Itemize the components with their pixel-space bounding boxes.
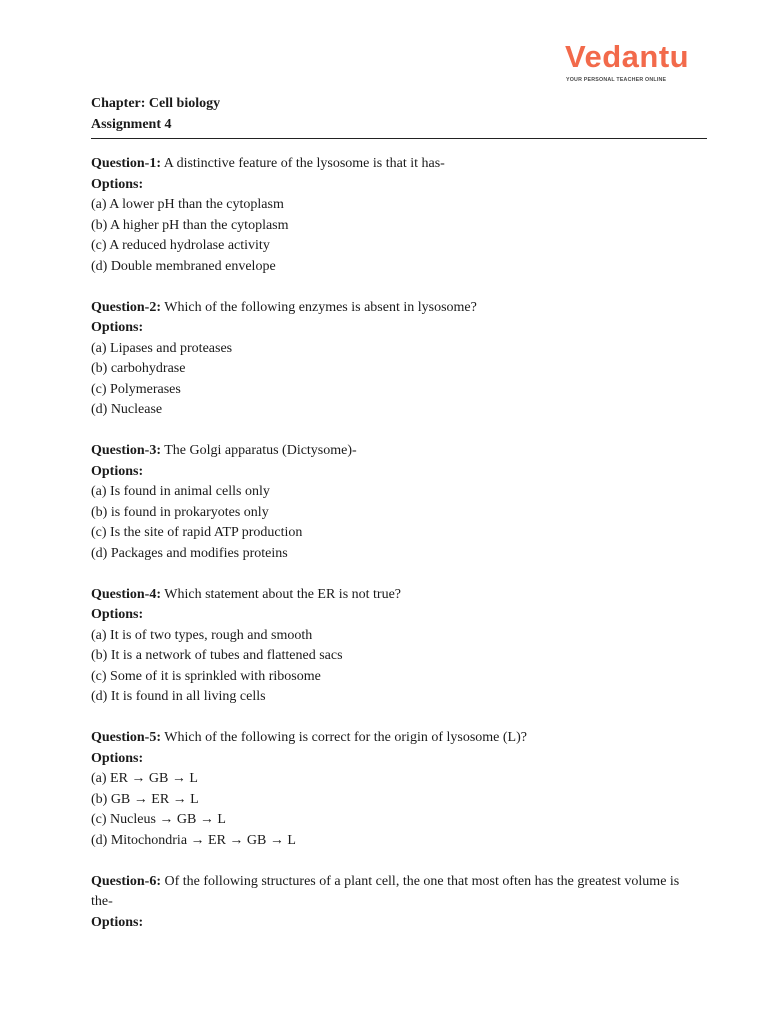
assignment-title: Assignment 4 — [91, 117, 172, 132]
options-label: Options: — [91, 607, 144, 622]
option-item: (a) ER → GB → L — [91, 771, 198, 786]
question-block — [91, 872, 691, 934]
option-item: (d) Packages and modifies proteins — [91, 545, 288, 561]
logo-tagline: YOUR PERSONAL TEACHER ONLINE — [566, 77, 667, 83]
option-item: (c) Is the site of rapid ATP production — [91, 525, 303, 540]
options-label: Options: — [91, 463, 144, 479]
option-item: (c) Some of it is sprinkled with ribosome — [91, 668, 321, 684]
option-item: (d) Nuclease — [91, 402, 163, 417]
logo-wordmark: Vedantu — [565, 39, 690, 74]
question-prompt: Which of the following is correct for the origin of lysosome (L)? — [161, 730, 527, 745]
option-item: (c) A reduced hydrolase activity — [91, 238, 270, 253]
header-divider — [91, 138, 707, 139]
question-label: Question-3: — [91, 443, 161, 458]
question-prompt: Which statement about the ER is not true? — [161, 586, 402, 602]
option-item: (b) carbohydrase — [91, 361, 186, 376]
question-block — [91, 585, 691, 708]
option-item: (b) A higher pH than the cytoplasm — [91, 217, 289, 233]
question-prompt: Which of the following enzymes is absent in lysosome? — [161, 299, 477, 315]
question-label: Question-1: — [91, 156, 161, 171]
question-label: Question-6: — [91, 873, 161, 889]
question-prompt: The Golgi apparatus (Dictysome)- — [161, 443, 357, 458]
question-block — [91, 154, 691, 277]
option-item: (d) Mitochondria → ER → GB → L — [91, 832, 296, 848]
question-text — [91, 298, 691, 319]
options-label: Options: — [91, 750, 144, 766]
option-item: (a) Lipases and proteases — [91, 340, 233, 356]
question-list — [91, 154, 691, 954]
option-item: (d) Double membraned envelope — [91, 258, 276, 274]
question-label: Question-4: — [91, 586, 161, 602]
options-label: Options: — [91, 914, 144, 930]
option-item: (a) A lower pH than the cytoplasm — [91, 197, 284, 212]
document-header — [91, 93, 220, 135]
question-label: Question-2: — [91, 299, 161, 315]
option-item: (a) Is found in animal cells only — [91, 484, 270, 499]
question-text — [91, 441, 691, 462]
chapter-title: Chapter: Cell biology — [91, 96, 221, 111]
option-item: (d) It is found in all living cells — [91, 689, 266, 704]
vedantu-logo — [560, 39, 690, 88]
option-item: (b) It is a network of tubes and flattened sacs — [91, 648, 343, 663]
option-item: (c) Polymerases — [91, 381, 181, 397]
question-text — [91, 728, 691, 749]
question-prompt: A distinctive feature of the lysosome is that it has- — [161, 156, 445, 171]
question-text — [91, 585, 691, 606]
option-item: (b) is found in prokaryotes only — [91, 504, 269, 520]
option-item: (a) It is of two types, rough and smooth — [91, 627, 313, 643]
option-item: (c) Nucleus → GB → L — [91, 812, 226, 827]
question-prompt: Of the following structures of a plant cell, the one that most often has the greatest volume is the- — [91, 873, 680, 909]
question-block — [91, 298, 691, 421]
question-text — [91, 154, 691, 175]
option-item: (b) GB → ER → L — [91, 791, 199, 807]
question-block — [91, 728, 691, 851]
question-label: Question-5: — [91, 730, 161, 745]
options-label: Options: — [91, 176, 144, 192]
options-label: Options: — [91, 320, 144, 335]
question-block — [91, 441, 691, 564]
question-text — [91, 872, 691, 913]
